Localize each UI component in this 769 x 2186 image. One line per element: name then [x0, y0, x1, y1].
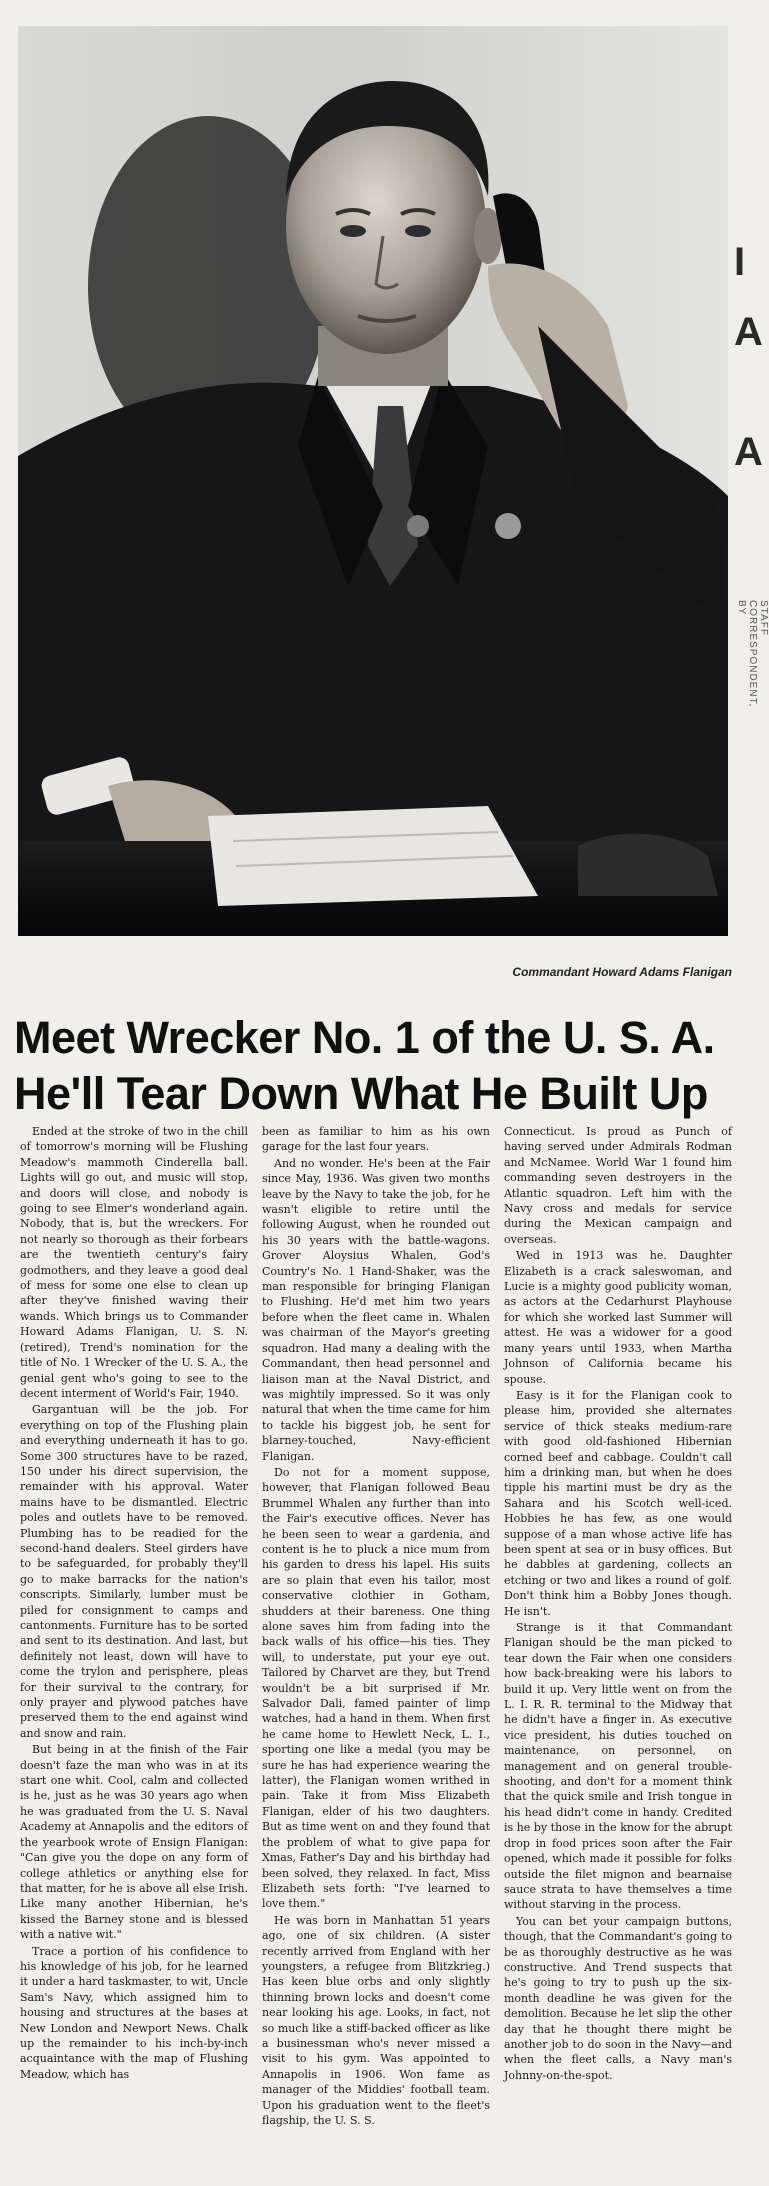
paragraph: He was born in Manhattan 51 years ago, one of six children. (A sister recently arrived from England with her youngsters, a refugee from Blitzkrieg.) Has keen blue orbs and only slightly thinning brown locks and doesn't come near looking his age. Looks, in fact, not so much like a stiff-backed officer as like a businessman who's never missed a visit to his gym. Was appointed to Annapolis in 1906. Won fame as manager of the Middies' football team. Upon his graduation went to the fleet's flagship, the U. S. S. — [262, 1913, 490, 2127]
paragraph: Do not for a moment suppose, however, that Flanigan followed Beau Brummel Whalen any further than into the Fair's executive offices. Never has he been seen to wear a gardenia, and content is he to pluck a nice mum from his garden to dress his lapel. His suits are so plain that even his tailor, most conservative clothier in Gotham, shudders at their bareness. One thing alone saves him from fading into the back walls of his office—his ties. They will, to understate, put your eye out. Tailored by Charvet are they, but Trend wouldn't be a bit surprised if Mr. Salvador Dali, famed painter of limp watches, had a hand in them. When first he came home to Hewlett Neck, L. I., sporting one like a medal (you may be sure he has had experience wearing the latter), the Flanigan women writhed in pain. Take it from Miss Elizabeth Flanigan, elder of his two daughters. But as time went on and they found that the problem of what to give papa for Xmas, Father's Day and his birthday had been solved, they relaxed. In fact, Miss Elizabeth sets forth: "I've learned to love them." — [262, 1465, 490, 1911]
adjacent-headline-letter: A — [734, 310, 763, 354]
adjacent-headline-letter: I — [734, 240, 746, 284]
paragraph: Wed in 1913 was he. Daughter Elizabeth is a crack saleswoman, and Lucie is a mighty good publicity woman, as actors at the Cedarhurst Playhouse for which she worked last Summer will attest. He was a widower for a good many years until 1933, when Martha Johnson of California became his spouse. — [504, 1249, 732, 1386]
article-body — [20, 1124, 732, 2182]
portrait-illustration — [18, 26, 728, 936]
headline-line-1: Meet Wrecker No. 1 of the U. S. A. — [14, 1012, 715, 1063]
paragraph: Easy is it for the Flanigan cook to please him, provided she alternates service of thick steaks medium-rare with good old-fashioned Hibernian corned beef and cabbage. Couldn't call him a drinking man, but when he does tipple his martini must be dry as the Sahara and his Scotch well-iced. Hobbies he has few, as one would suppose of a man whose active life has been spent at sea or in busy offices. But he dabbles at gardening, collects an etching or two and likes a round of golf. Don't think him a Bobby Jones though. He isn't. — [504, 1388, 732, 1618]
headline-line-2: He'll Tear Down What He Built Up — [14, 1068, 708, 1119]
adjacent-headline-letter: A — [734, 430, 763, 474]
paragraph: Strange is it that Commandant Flanigan should be the man picked to tear down the Fair when one considers how back-breaking were his labors to build it up. Very little went on from the L. I. R. R. terminal to the Midway that he didn't have a finger in. As executive vice president, his duties touched on maintenance, on personnel, on management and on general trouble-shooting, and don't for a moment think that the quick smile and Irish tongue in his head didn't come in handy. Credited is he by those in the know for the abrupt drop in food prices soon after the Fair opened, which made it possible for folks outside the filet mignon and bearnaise sauce strata to have themselves a time without starving in the process. — [504, 1621, 732, 1912]
article-column-3 — [504, 1124, 732, 2182]
photo-caption: Commandant Howard Adams Flanigan — [512, 965, 732, 979]
paragraph: Ended at the stroke of two in the chill of tomorrow's morning will be Flushing Meadow's mammoth Cinderella ball. Lights will go out, and music will stop, and doors will close, and nobody is going to see Elmer's wonderland again. Nobody, that is, but the wreckers. For not nearly so thorough as their forbears are the twentieth century's fairy godmothers, and they leave a good deal of mess for some one else to clean up after they've finished waving their wands. Which brings us to Commander Howard Adams Flanigan, U. S. N. (retired), Trend's nomination for the title of No. 1 Wrecker of the U. S. A., the genial gent who's going to see to the decent interment of World's Fair, 1940. — [20, 1125, 248, 1400]
paragraph: You can bet your campaign buttons, though, that the Commandant's going to be as thoroughly destructive as he was constructive. And Trend suspects that he's going to try to push up the six-month deadline he was given for the demolition. Because he let slip the other day that he thought there might be another job to do soon in the Navy—and when the fleet calls, a Navy man's Johnny-on-the-spot. — [504, 1914, 732, 2082]
paragraph: But being in at the finish of the Fair doesn't faze the man who was in at its start one whit. Cool, calm and collected is he, just as he was 30 years ago when he was graduated from the U. S. Naval Academy at Annapolis and the editors of the yearbook wrote of Ensign Flanigan: "Can give you the dope on any form of college athletics or anything else for that matter, for he is above all else Irish. Like many another Hibernian, he's kissed the Barney stone and is blessed with a native wit." — [20, 1743, 248, 1942]
portrait-photo — [18, 26, 728, 936]
adjacent-column-fragment — [732, 200, 769, 720]
article-column-2 — [262, 1124, 490, 2182]
article-column-1 — [20, 1124, 248, 2182]
paragraph: Connecticut. Is proud as Punch of having served under Admirals Rodman and McNamee. World War 1 found him commanding seven destroyers in the Atlantic squadron. Left him with the Navy cross and medals for service during the Mexican campaign and overseas. — [504, 1125, 732, 1246]
paragraph: Gargantuan will be the job. For everything on top of the Flushing plain and everything underneath it has to go. Some 300 structures have to be razed, 150 under his direct supervision, the remainder with his approval. Water mains have to be dismantled. Electric poles and outlets have to be removed. Plumbing has to be readied for the second-hand dealers. Steel girders have to be safeguarded, for probably they'll go to make barracks for the nation's conscripts. Similarly, lumber must be piled for consignment to camps and cantonments. Furniture has to be sorted and sent to its destination. And last, but definitely not least, down will have to come the trylon and perisphere, pleas for their survival to the contrary, for only prayer and plywood patches have preserved them to the end against wind and snow and rain. — [20, 1403, 248, 1740]
paragraph: Trace a portion of his confidence to his knowledge of his job, for he learned it under a hard taskmaster, to wit, Uncle Sam's Navy, which assigned him to housing and structures at the bases at New London and Newport News. Chalk up the remainder to his inch-by-inch acquaintance with the map of Flushing Meadow, which has — [20, 1944, 248, 2081]
paragraph: And no wonder. He's been at the Fair since May, 1936. Was given two months leave by the Navy to take the job, for he wasn't eligible to retire until the following August, when he rounded out his 30 years with the battle-wagons. Grover Aloysius Whalen, God's Country's No. 1 Hand-Shaker, was the man responsible for bringing Flanigan to Flushing. He'd met him two years before when the fleet came in. Whalen was chairman of the Mayor's greeting squadron. Had many a dealing with the Commandant, then head personnel and liaison man at the Naval District, and was mightily impressed. So it was only natural that when the time came for him to tackle his biggest job, he sent for blarney-touched, Navy-efficient Flanigan. — [262, 1156, 490, 1463]
headline — [14, 1010, 736, 1122]
adjacent-byline: STAFF CORRESPONDENT, BY — [736, 600, 769, 708]
paragraph: been as familiar to him as his own garage for the last four years. — [262, 1125, 490, 1154]
